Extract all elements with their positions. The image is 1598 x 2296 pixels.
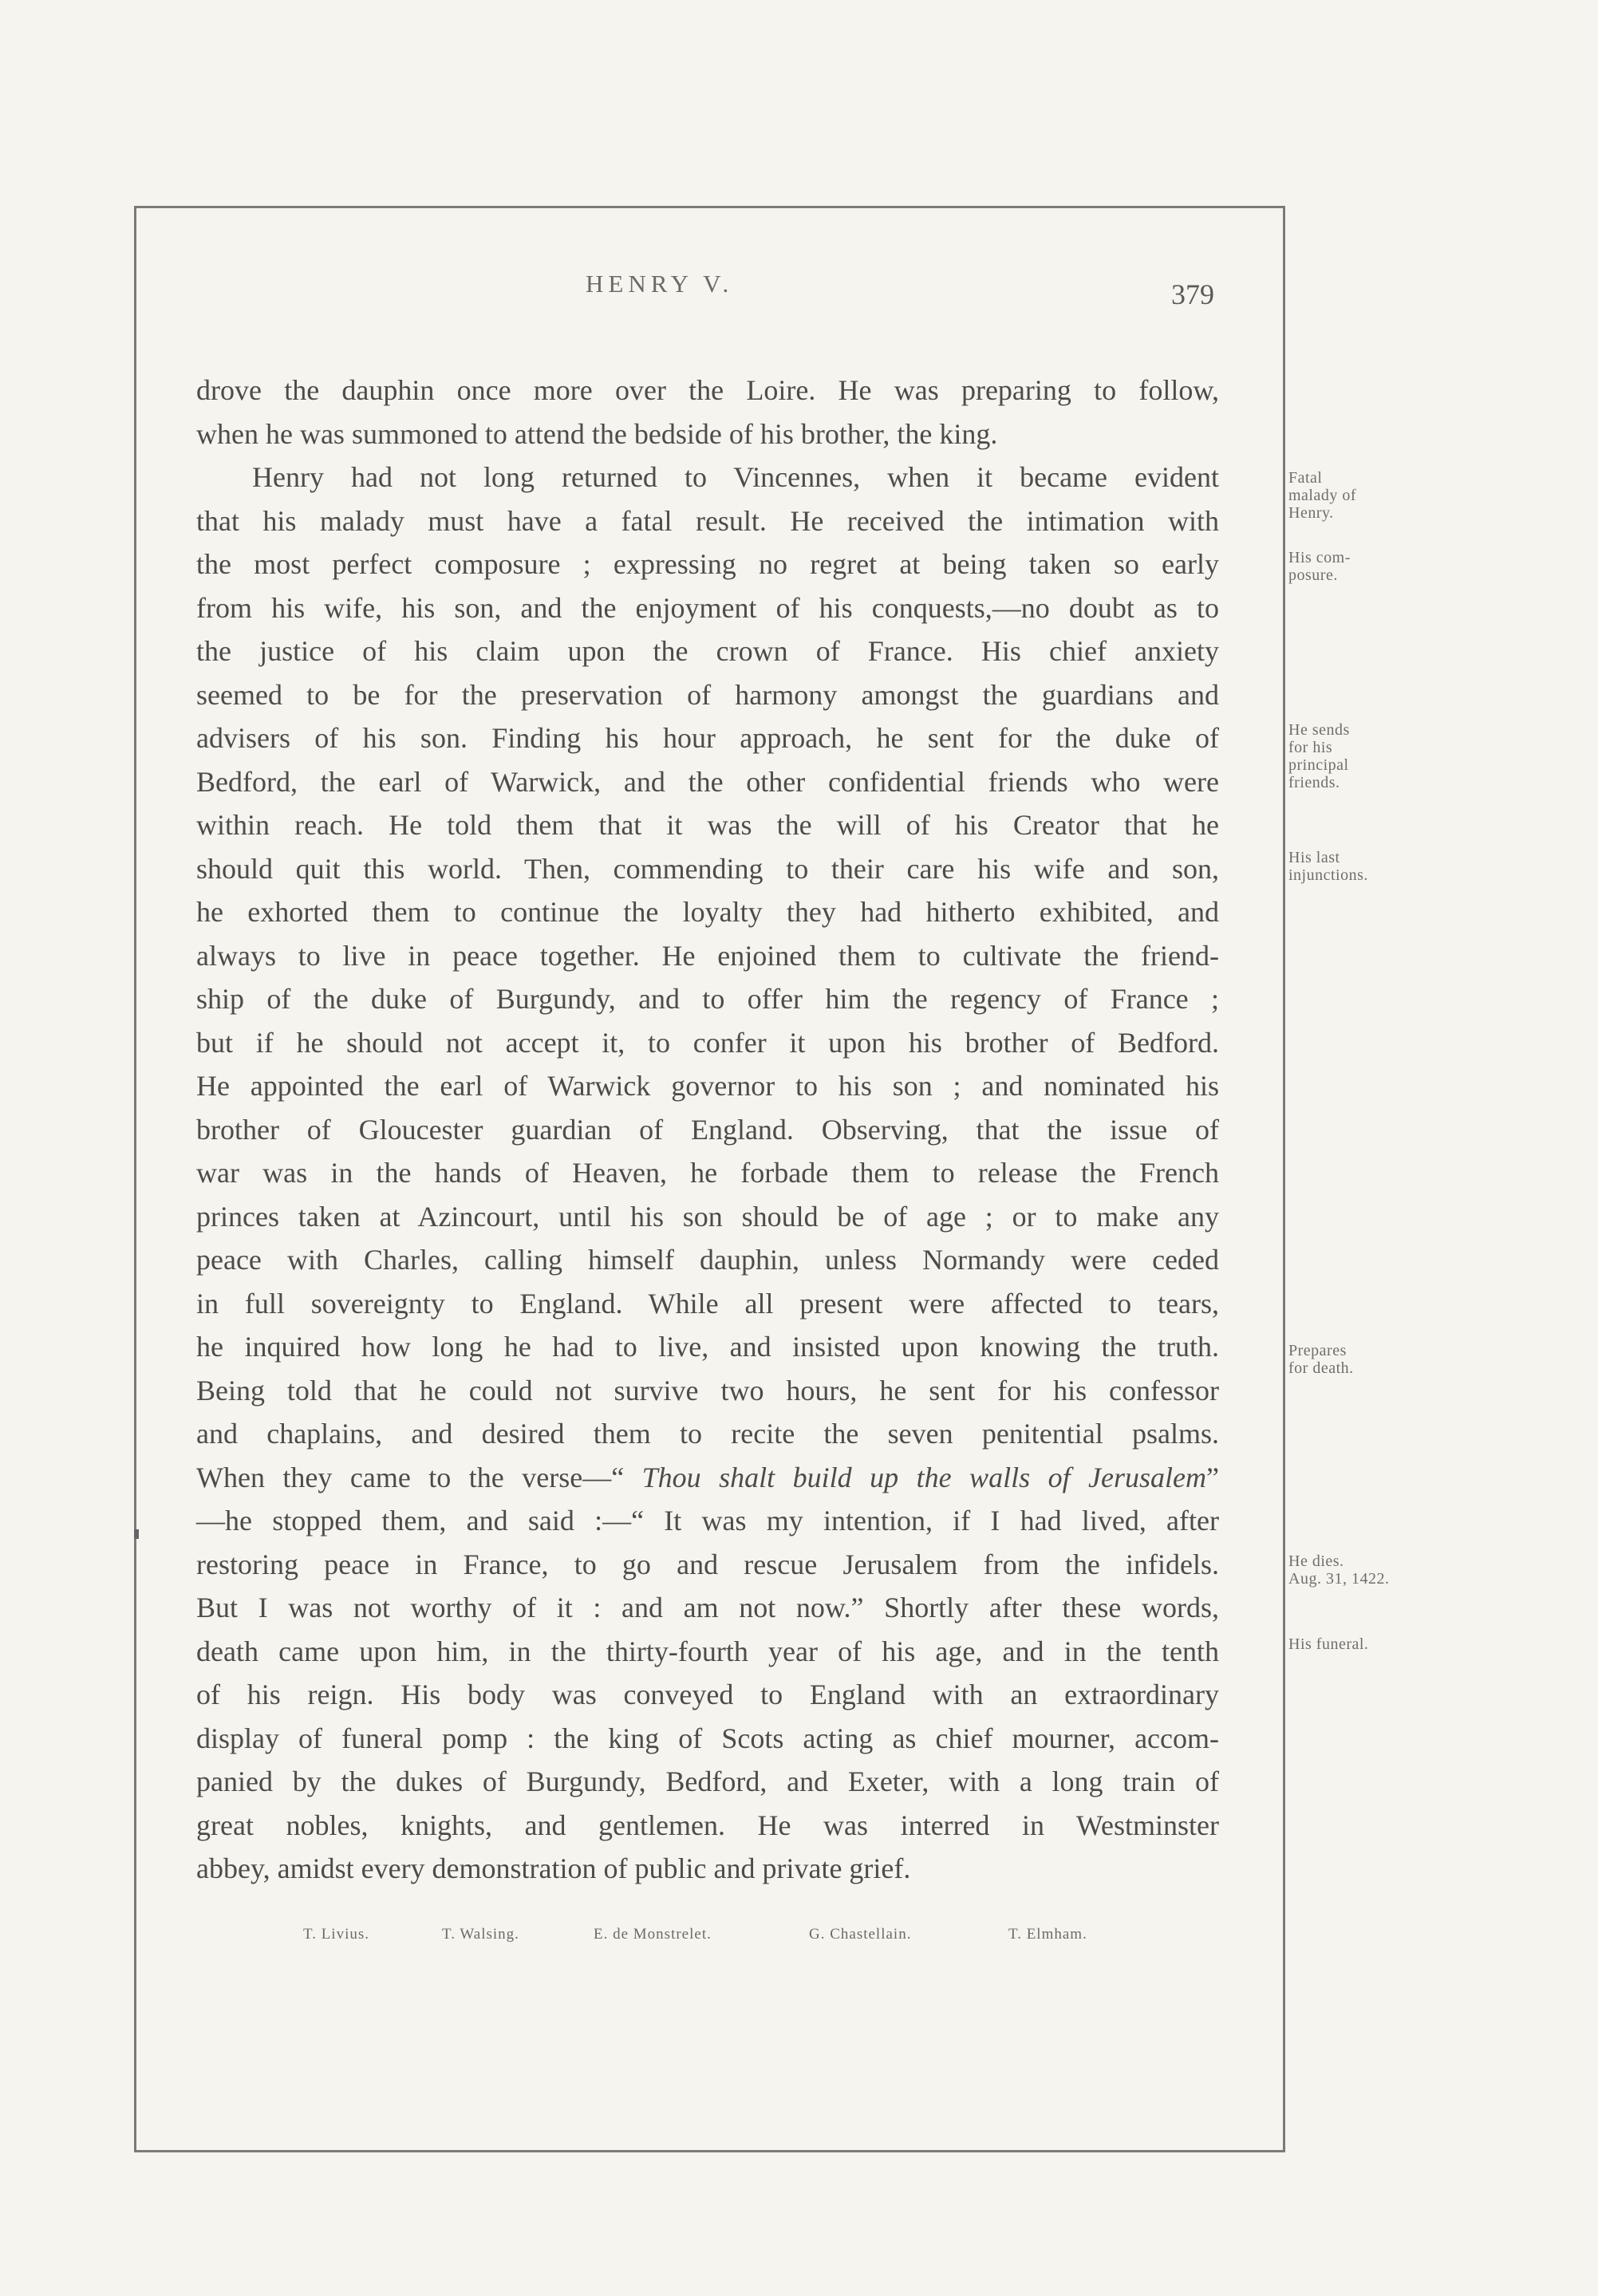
- margin-note-line: Henry.: [1288, 504, 1334, 522]
- margin-note-line: for his: [1288, 739, 1333, 756]
- margin-note-line: He sends: [1288, 721, 1350, 739]
- text-line: brother of Gloucester guardian of England. Observing, that the issue of: [196, 1113, 1219, 1146]
- text-line: should quit this world. Then, commending to their care his wife and son,: [196, 852, 1219, 885]
- margin-note-line: He dies.: [1288, 1552, 1344, 1570]
- margin-note-fatal-malady: [1288, 469, 1448, 522]
- text-line: war was in the hands of Heaven, he forbade them to release the French: [196, 1157, 1219, 1189]
- margin-note-line: malady of: [1288, 487, 1357, 504]
- margin-note-line: Fatal: [1288, 469, 1323, 487]
- margin-note-line: injunctions.: [1288, 866, 1368, 884]
- text-line: —he stopped them, and said :—“ It was my intention, if I had lived, after: [196, 1505, 1219, 1537]
- text-line: abbey, amidst every demonstration of public and private grief.: [196, 1852, 911, 1884]
- verse-prefix: When they came to the verse—“: [196, 1461, 642, 1493]
- text-line: always to live in peace together. He enjoined them to cultivate the friend-: [196, 939, 1219, 972]
- text-line: and chaplains, and desired them to recite the seven penitential psalms.: [196, 1418, 1219, 1450]
- margin-mark: [134, 1529, 139, 1539]
- text-line: Bedford, the earl of Warwick, and the other confidential friends who were: [196, 765, 1219, 798]
- text-line: the justice of his claim upon the crown of France. His chief anxiety: [196, 635, 1219, 667]
- source-citation: E. de Monstrelet.: [594, 1926, 712, 1943]
- source-citation: T. Elmham.: [1008, 1926, 1087, 1943]
- text-line: But I was not worthy of it : and am not now.” Shortly after these words,: [196, 1592, 1219, 1623]
- text-line: display of funeral pomp : the king of Scots acting as chief mourner, accom-: [196, 1722, 1219, 1754]
- text-line: within reach. He told them that it was the will of his Creator that he: [196, 809, 1219, 841]
- text-line: ship of the duke of Burgundy, and to offer him the regency of France ;: [196, 983, 1219, 1015]
- text-line: restoring peace in France, to go and rescue Jerusalem from the infidels.: [196, 1548, 1219, 1580]
- margin-note-line: Aug. 31, 1422.: [1288, 1570, 1390, 1588]
- margin-note-funeral: [1288, 1635, 1448, 1653]
- margin-note-line: friends.: [1288, 774, 1340, 791]
- margin-note-last-injunctions: [1288, 849, 1448, 884]
- margin-note-line: for death.: [1288, 1359, 1354, 1377]
- text-line: peace with Charles, calling himself dauphin, unless Normandy were ceded: [196, 1244, 1219, 1276]
- running-head: HENRY V.: [586, 270, 734, 298]
- text-line: when he was summoned to attend the bedside of his brother, the king.: [196, 417, 998, 450]
- text-line: he exhorted them to continue the loyalty they had hitherto exhibited, and: [196, 896, 1219, 928]
- text-line: seemed to be for the preservation of harmony amongst the guardians and: [196, 678, 1219, 711]
- text-line: panied by the dukes of Burgundy, Bedford, and Exeter, with a long train of: [196, 1765, 1219, 1797]
- margin-note-line: His last: [1288, 849, 1340, 866]
- text-line: of his reign. His body was conveyed to England with an extraordinary: [196, 1679, 1219, 1710]
- margin-note-prepares-death: [1288, 1342, 1448, 1377]
- margin-note-line: principal: [1288, 756, 1349, 774]
- text-line: that his malady must have a fatal result. He received the intimation with: [196, 504, 1219, 537]
- text-line-verse: [196, 1456, 1219, 1500]
- text-line: death came upon him, in the thirty-fourth year of his age, and in the tenth: [196, 1635, 1219, 1667]
- text-line: but if he should not accept it, to confer it upon his brother of Bedford.: [196, 1026, 1219, 1059]
- margin-note-line: posure.: [1288, 566, 1338, 584]
- text-line: the most perfect composure ; expressing no regret at being taken so early: [196, 548, 1219, 580]
- body-text: [196, 369, 1219, 1891]
- text-line: advisers of his son. Finding his hour approach, he sent for the duke of: [196, 722, 1219, 754]
- text-line: great nobles, knights, and gentlemen. He was interred in Westminster: [196, 1809, 1219, 1841]
- margin-note-line: His com-: [1288, 549, 1351, 566]
- verse-suffix: ”: [1206, 1461, 1219, 1493]
- text-line: drove the dauphin once more over the Loire. He was preparing to follow,: [196, 374, 1219, 406]
- margin-note-dies: [1288, 1552, 1448, 1588]
- text-line: Henry had not long returned to Vincennes, when it became evident: [252, 461, 1219, 493]
- margin-note-composure: [1288, 549, 1448, 584]
- text-line: Being told that he could not survive two hours, he sent for his confessor: [196, 1374, 1219, 1406]
- source-citation: G. Chastellain.: [809, 1926, 912, 1943]
- margin-note-sends-friends: [1288, 721, 1448, 791]
- text-line: princes taken at Azincourt, until his son should be of age ; or to make any: [196, 1200, 1219, 1233]
- page-number: 379: [1171, 278, 1214, 310]
- text-line: in full sovereignty to England. While all present were affected to tears,: [196, 1287, 1219, 1320]
- verse-quote: Thou shalt build up the walls of Jerusalem: [641, 1461, 1206, 1493]
- text-line: he inquired how long he had to live, and insisted upon knowing the truth.: [196, 1331, 1219, 1363]
- source-citation: T. Walsing.: [442, 1926, 519, 1943]
- margin-note-line: Prepares: [1288, 1342, 1347, 1359]
- source-citation: T. Livius.: [303, 1926, 370, 1943]
- text-line: He appointed the earl of Warwick governor to his son ; and nominated his: [196, 1070, 1219, 1102]
- margin-note-line: His funeral.: [1288, 1635, 1369, 1653]
- text-line: from his wife, his son, and the enjoyment of his conquests,—no doubt as to: [196, 591, 1219, 624]
